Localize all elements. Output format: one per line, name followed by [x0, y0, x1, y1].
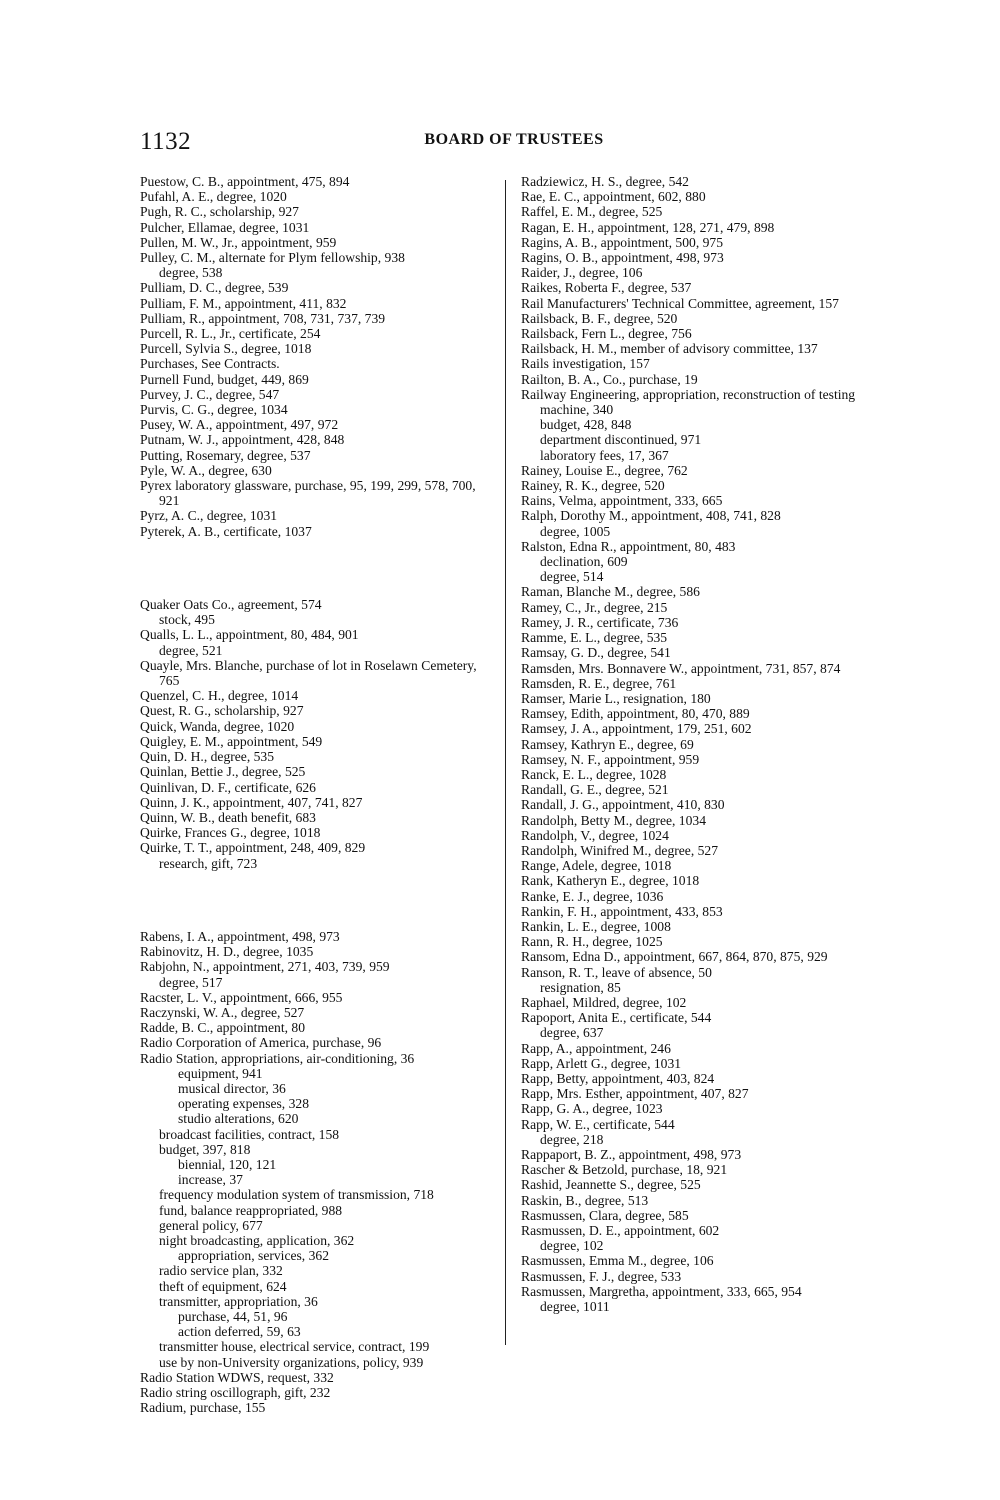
- index-entry: Rapp, Mrs. Esther, appointment, 407, 827: [521, 1086, 749, 1102]
- index-entry: Ramsay, G. D., degree, 541: [521, 645, 671, 661]
- index-entry: Raczynski, W. A., degree, 527: [140, 1004, 305, 1020]
- index-subentry: biennial, 120, 121: [178, 1156, 277, 1172]
- index-entry: Radio Station WDWS, request, 332: [140, 1369, 334, 1385]
- index-entry: Raider, J., degree, 106: [521, 265, 643, 281]
- index-subentry: budget, 428, 848: [540, 417, 632, 433]
- page-number: 1132: [140, 128, 192, 155]
- index-subentry: research, gift, 723: [159, 855, 258, 871]
- index-entry: Rapp, W. E., certificate, 544: [521, 1116, 675, 1132]
- index-subentry: broadcast facilities, contract, 158: [159, 1126, 340, 1142]
- index-entry: Ragins, O. B., appointment, 498, 973: [521, 250, 724, 266]
- index-entry: Quenzel, C. H., degree, 1014: [140, 688, 299, 704]
- index-entry: Putting, Rosemary, degree, 537: [140, 447, 311, 463]
- index-subentry: degree, 1011: [540, 1299, 610, 1315]
- index-subentry: stock, 495: [159, 612, 215, 628]
- index-entry: Rascher & Betzold, purchase, 18, 921: [521, 1162, 728, 1178]
- index-entry: Rains, Velma, appointment, 333, 665: [521, 493, 723, 509]
- index-entry: Pufahl, A. E., degree, 1020: [140, 189, 287, 205]
- index-entry: Quirke, Frances G., degree, 1018: [140, 825, 321, 841]
- index-entry: Ramme, E. L., degree, 535: [521, 630, 668, 646]
- index-subentry: action deferred, 59, 63: [178, 1324, 301, 1340]
- index-entry: Pulliam, R., appointment, 708, 731, 737, 739: [140, 310, 386, 326]
- index-entry: Quaker Oats Co., agreement, 574: [140, 597, 322, 613]
- index-entry: Purcell, Sylvia S., degree, 1018: [140, 341, 312, 357]
- index-entry: Purchases, See Contracts.: [140, 356, 280, 372]
- index-entry: Quest, R. G., scholarship, 927: [140, 703, 304, 719]
- index-entry: Randolph, V., degree, 1024: [521, 827, 669, 843]
- index-entry: Rainey, Louise E., degree, 762: [521, 462, 688, 478]
- index-subentry: resignation, 85: [540, 979, 621, 995]
- index-subentry: night broadcasting, application, 362: [159, 1232, 355, 1248]
- index-entry: Ramser, Marie L., resignation, 180: [521, 690, 711, 706]
- index-column-left: [140, 174, 490, 1415]
- index-entry: Railton, B. A., Co., purchase, 19: [521, 371, 698, 387]
- index-entry: Rainey, R. K., degree, 520: [521, 478, 665, 494]
- index-entry: Railway Engineering, appropriation, reconstruction of testing machine, 340: [521, 386, 856, 418]
- index-entry: Quinn, W. B., death benefit, 683: [140, 809, 316, 825]
- index-entry: Pyle, W. A., degree, 630: [140, 462, 272, 478]
- index-entry: Ramsey, N. F., appointment, 959: [521, 751, 700, 767]
- index-entry: Rapp, G. A., degree, 1023: [521, 1101, 663, 1117]
- index-subentry: frequency modulation system of transmission, 718: [159, 1187, 434, 1203]
- index-entry: Radio Corporation of America, purchase, 96: [140, 1035, 382, 1051]
- index-entry: Radde, B. C., appointment, 80: [140, 1020, 305, 1036]
- index-subentry: degree, 521: [159, 642, 223, 658]
- index-entry: Radio string oscillograph, gift, 232: [140, 1385, 331, 1400]
- index-entry: Rail Manufacturers' Technical Committee, agreement, 157: [521, 295, 839, 311]
- index-entry: Pulliam, F. M., appointment, 411, 832: [140, 295, 347, 311]
- index-entry: Ransom, Edna D., appointment, 667, 864, 870, 875, 929: [521, 949, 828, 965]
- index-subentry: equipment, 941: [178, 1065, 263, 1081]
- index-entry: Ramsden, Mrs. Bonnavere W., appointment, 731, 857, 874: [521, 660, 841, 676]
- index-entry: Rankin, F. H., appointment, 433, 853: [521, 903, 723, 919]
- index-subentry: laboratory fees, 17, 367: [540, 447, 669, 463]
- index-subentry: use by non-University organizations, policy, 939: [159, 1354, 424, 1370]
- index-entry: Pusey, W. A., appointment, 497, 972: [140, 417, 339, 433]
- index-subentry: degree, 102: [540, 1238, 604, 1254]
- index-entry: Puestow, C. B., appointment, 475, 894: [140, 174, 350, 189]
- index-entry: Rabinovitz, H. D., degree, 1035: [140, 944, 314, 960]
- index-entry: Purnell Fund, budget, 449, 869: [140, 371, 309, 387]
- index-subentry: operating expenses, 328: [178, 1096, 309, 1112]
- index-subentry: degree, 517: [159, 974, 223, 990]
- index-entry: Raphael, Mildred, degree, 102: [521, 994, 687, 1010]
- index-entry: Raffel, E. M., degree, 525: [521, 204, 663, 220]
- index-entry: Raskin, B., degree, 513: [521, 1192, 649, 1208]
- index-subentry: general policy, 677: [159, 1217, 263, 1233]
- index-subentry: transmitter, appropriation, 36: [159, 1293, 318, 1309]
- index-subentry: purchase, 44, 51, 96: [178, 1308, 288, 1324]
- index-subentry: theft of equipment, 624: [159, 1278, 287, 1294]
- index-entry: Quinlivan, D. F., certificate, 626: [140, 779, 316, 795]
- index-entry: Ramsey, Kathryn E., degree, 69: [521, 736, 694, 752]
- section-gap: [140, 552, 490, 583]
- index-entry: Ramsey, Edith, appointment, 80, 470, 889: [521, 706, 750, 722]
- index-entry: Ramey, J. R., certificate, 736: [521, 614, 679, 630]
- index-subentry: degree, 514: [540, 569, 604, 585]
- index-entry: Ragins, A. B., appointment, 500, 975: [521, 234, 724, 250]
- index-entry: Raman, Blanche M., degree, 586: [521, 584, 700, 600]
- index-entry: Pyrz, A. C., degree, 1031: [140, 508, 278, 524]
- index-entry: Rapoport, Anita E., certificate, 544: [521, 1010, 712, 1026]
- index-entry: Randall, J. G., appointment, 410, 830: [521, 797, 725, 813]
- index-entry: Railsback, B. F., degree, 520: [521, 310, 678, 326]
- index-subentry: appropriation, services, 362: [178, 1248, 329, 1264]
- index-entry: Rasmussen, D. E., appointment, 602: [521, 1223, 720, 1239]
- index-entry: Quigley, E. M., appointment, 549: [140, 733, 323, 749]
- index-entry: Ralph, Dorothy M., appointment, 408, 741, 828: [521, 508, 781, 524]
- index-entry: Pulliam, D. C., degree, 539: [140, 280, 289, 296]
- index-entry: Randolph, Betty M., degree, 1034: [521, 812, 706, 828]
- index-entry: Pulcher, Ellamae, degree, 1031: [140, 219, 310, 235]
- index-entry: Putnam, W. J., appointment, 428, 848: [140, 432, 345, 448]
- index-entry: Purvis, C. G., degree, 1034: [140, 402, 288, 418]
- column-divider: [505, 180, 506, 1345]
- index-entry: Railsback, Fern L., degree, 756: [521, 326, 692, 342]
- index-subentry: studio alterations, 620: [178, 1111, 299, 1127]
- index-entry: Rapp, A., appointment, 246: [521, 1040, 671, 1056]
- index-subentry: fund, balance reappropriated, 988: [159, 1202, 343, 1218]
- index-entry: Rann, R. H., degree, 1025: [521, 934, 663, 950]
- index-entry: Pullen, M. W., Jr., appointment, 959: [140, 234, 337, 250]
- index-entry: Pyrex laboratory glassware, purchase, 95, 199, 299, 578, 700, 921: [140, 478, 476, 509]
- index-entry: Rank, Katheryn E., degree, 1018: [521, 873, 700, 889]
- index-entry: Radio Station, appropriations, air-conditioning, 36: [140, 1050, 415, 1066]
- index-entry: Racster, L. V., appointment, 666, 955: [140, 989, 343, 1005]
- index-entry: Rae, E. C., appointment, 602, 880: [521, 189, 706, 205]
- section-gap: [140, 884, 490, 915]
- index-column-right: [521, 174, 866, 1314]
- index-entry: Qualls, L. L., appointment, 80, 484, 901: [140, 627, 359, 643]
- index-entry: Rashid, Jeannette S., degree, 525: [521, 1177, 701, 1193]
- index-subentry: musical director, 36: [178, 1080, 286, 1096]
- index-entry: Rails investigation, 157: [521, 356, 650, 372]
- index-subentry: degree, 218: [540, 1131, 604, 1147]
- index-subentry: budget, 397, 818: [159, 1141, 251, 1157]
- index-entry: Pugh, R. C., scholarship, 927: [140, 204, 299, 220]
- index-entry: Purvey, J. C., degree, 547: [140, 386, 280, 402]
- index-entry: Ramsden, R. E., degree, 761: [521, 675, 677, 691]
- index-entry: Pyterek, A. B., certificate, 1037: [140, 523, 312, 539]
- index-subentry: department discontinued, 971: [540, 432, 702, 448]
- index-entry: Rappaport, B. Z., appointment, 498, 973: [521, 1147, 742, 1162]
- index-entry: Raikes, Roberta F., degree, 537: [521, 280, 692, 296]
- index-entry: Quinlan, Bettie J., degree, 525: [140, 764, 306, 780]
- index-subentry: degree, 1005: [540, 523, 611, 539]
- index-subentry: degree, 637: [540, 1025, 604, 1041]
- index-entry: Ranck, E. L., degree, 1028: [521, 766, 667, 782]
- index-entry: Rasmussen, Emma M., degree, 106: [521, 1253, 714, 1269]
- index-entry: Radium, purchase, 155: [140, 1400, 266, 1416]
- index-entry: Purcell, R. L., Jr., certificate, 254: [140, 326, 321, 342]
- index-entry: Railsback, H. M., member of advisory committee, 137: [521, 341, 818, 357]
- index-entry: Ramsey, J. A., appointment, 179, 251, 602: [521, 721, 752, 737]
- index-entry: Rasmussen, F. J., degree, 533: [521, 1268, 682, 1284]
- index-subentry: degree, 538: [159, 265, 223, 281]
- index-entry: Quirke, T. T., appointment, 248, 409, 829: [140, 840, 366, 856]
- index-entry: Rabjohn, N., appointment, 271, 403, 739, 959: [140, 959, 390, 975]
- index-entry: Randolph, Winifred M., degree, 527: [521, 842, 719, 858]
- index-entry: Rasmussen, Clara, degree, 585: [521, 1207, 689, 1223]
- running-head: BOARD OF TRUSTEES: [424, 131, 604, 148]
- index-subentry: radio service plan, 332: [159, 1263, 283, 1279]
- index-entry: Ranke, E. J., degree, 1036: [521, 888, 664, 904]
- index-entry: Range, Adele, degree, 1018: [521, 858, 672, 874]
- index-entry: Quinn, J. K., appointment, 407, 741, 827: [140, 794, 363, 810]
- index-entry: Quin, D. H., degree, 535: [140, 749, 275, 765]
- index-entry: Rapp, Arlett G., degree, 1031: [521, 1055, 682, 1071]
- index-subentry: declination, 609: [540, 554, 628, 570]
- index-entry: Rabens, I. A., appointment, 498, 973: [140, 928, 340, 944]
- index-entry: Quick, Wanda, degree, 1020: [140, 718, 295, 734]
- index-entry: Ralston, Edna R., appointment, 80, 483: [521, 538, 736, 554]
- index-subentry: transmitter house, electrical service, contract, 199: [159, 1339, 430, 1355]
- index-entry: Ragan, E. H., appointment, 128, 271, 479, 898: [521, 219, 775, 235]
- index-subentry: increase, 37: [178, 1172, 243, 1188]
- index-entry: Randall, G. E., degree, 521: [521, 782, 669, 798]
- index-entry: Radziewicz, H. S., degree, 542: [521, 174, 689, 189]
- index-entry: Rankin, L. E., degree, 1008: [521, 918, 671, 934]
- index-entry: Ramey, C., Jr., degree, 215: [521, 599, 668, 615]
- index-entry: Pulley, C. M., alternate for Plym fellowship, 938: [140, 250, 405, 266]
- index-entry: Ranson, R. T., leave of absence, 50: [521, 964, 712, 980]
- index-entry: Rapp, Betty, appointment, 403, 824: [521, 1070, 715, 1086]
- index-entry: Rasmussen, Margretha, appointment, 333, 665, 954: [521, 1283, 802, 1299]
- index-entry: Quayle, Mrs. Blanche, purchase of lot in Roselawn Cemetery, 765: [140, 657, 477, 689]
